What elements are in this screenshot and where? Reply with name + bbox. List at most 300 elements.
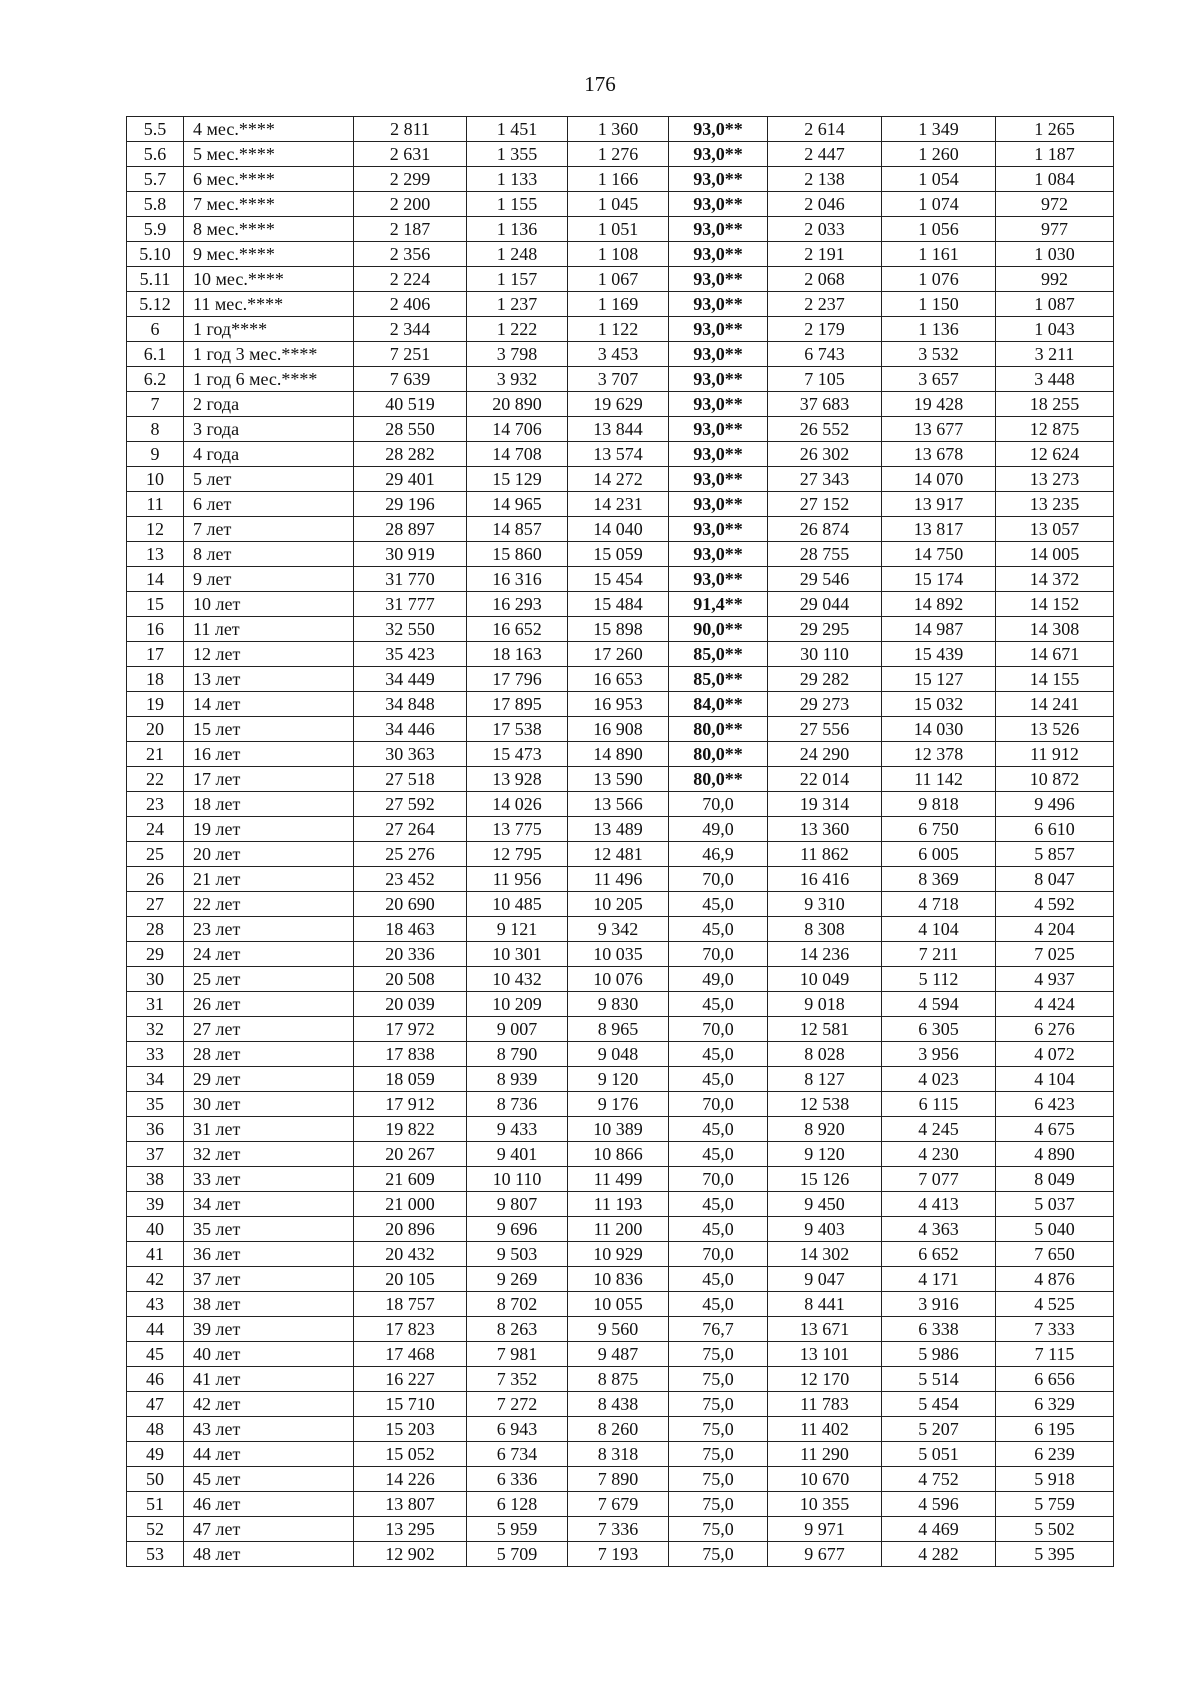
total-vaccinated-cell: 9 120	[768, 1142, 882, 1167]
male-vaccinated-cell: 4 752	[882, 1467, 996, 1492]
row-number-cell: 5.11	[127, 267, 184, 292]
age-group-cell: 21 лет	[184, 867, 354, 892]
male-population-cell: 8 736	[467, 1092, 568, 1117]
coverage-rate-cell: 70,0	[669, 1242, 768, 1267]
age-group-cell: 30 лет	[184, 1092, 354, 1117]
total-vaccinated-cell: 2 046	[768, 192, 882, 217]
row-number-cell: 41	[127, 1242, 184, 1267]
coverage-rate-cell: 85,0**	[669, 642, 768, 667]
male-vaccinated-cell: 6 338	[882, 1317, 996, 1342]
male-population-cell: 8 939	[467, 1067, 568, 1092]
age-group-cell: 9 лет	[184, 567, 354, 592]
coverage-rate-cell: 70,0	[669, 867, 768, 892]
table-row	[127, 192, 1114, 217]
coverage-rate-cell: 75,0	[669, 1517, 768, 1542]
male-population-cell: 1 222	[467, 317, 568, 342]
total-population-cell: 14 226	[354, 1467, 467, 1492]
total-population-cell: 2 356	[354, 242, 467, 267]
table-row	[127, 767, 1114, 792]
age-group-cell: 46 лет	[184, 1492, 354, 1517]
female-vaccinated-cell: 5 037	[996, 1192, 1114, 1217]
female-vaccinated-cell: 12 624	[996, 442, 1114, 467]
male-vaccinated-cell: 5 986	[882, 1342, 996, 1367]
female-population-cell: 13 590	[568, 767, 669, 792]
total-vaccinated-cell: 11 783	[768, 1392, 882, 1417]
female-population-cell: 10 866	[568, 1142, 669, 1167]
total-population-cell: 40 519	[354, 392, 467, 417]
male-population-cell: 9 433	[467, 1117, 568, 1142]
total-vaccinated-cell: 14 236	[768, 942, 882, 967]
male-population-cell: 15 860	[467, 542, 568, 567]
row-number-cell: 45	[127, 1342, 184, 1367]
female-population-cell: 10 929	[568, 1242, 669, 1267]
table-row	[127, 1042, 1114, 1067]
female-population-cell: 1 122	[568, 317, 669, 342]
coverage-rate-cell: 70,0	[669, 792, 768, 817]
total-population-cell: 2 406	[354, 292, 467, 317]
coverage-rate-cell: 70,0	[669, 1017, 768, 1042]
coverage-rate-cell: 84,0**	[669, 692, 768, 717]
coverage-rate-cell: 46,9	[669, 842, 768, 867]
row-number-cell: 48	[127, 1417, 184, 1442]
total-population-cell: 12 902	[354, 1542, 467, 1567]
male-vaccinated-cell: 3 657	[882, 367, 996, 392]
total-population-cell: 19 822	[354, 1117, 467, 1142]
table-row	[127, 917, 1114, 942]
total-vaccinated-cell: 11 402	[768, 1417, 882, 1442]
age-group-cell: 8 мес.****	[184, 217, 354, 242]
female-vaccinated-cell: 4 890	[996, 1142, 1114, 1167]
table-body	[127, 117, 1114, 1567]
row-number-cell: 34	[127, 1067, 184, 1092]
coverage-rate-cell: 70,0	[669, 942, 768, 967]
row-number-cell: 43	[127, 1292, 184, 1317]
total-population-cell: 21 609	[354, 1167, 467, 1192]
female-vaccinated-cell: 14 671	[996, 642, 1114, 667]
male-vaccinated-cell: 15 174	[882, 567, 996, 592]
table-row	[127, 717, 1114, 742]
male-vaccinated-cell: 14 030	[882, 717, 996, 742]
coverage-rate-cell: 80,0**	[669, 717, 768, 742]
male-population-cell: 5 959	[467, 1517, 568, 1542]
coverage-rate-cell: 85,0**	[669, 667, 768, 692]
male-population-cell: 6 128	[467, 1492, 568, 1517]
male-vaccinated-cell: 6 750	[882, 817, 996, 842]
age-group-cell: 8 лет	[184, 542, 354, 567]
table-row	[127, 942, 1114, 967]
total-population-cell: 13 807	[354, 1492, 467, 1517]
male-population-cell: 18 163	[467, 642, 568, 667]
total-population-cell: 28 282	[354, 442, 467, 467]
age-group-cell: 43 лет	[184, 1417, 354, 1442]
total-population-cell: 28 897	[354, 517, 467, 542]
coverage-rate-cell: 75,0	[669, 1467, 768, 1492]
male-vaccinated-cell: 4 023	[882, 1067, 996, 1092]
total-vaccinated-cell: 19 314	[768, 792, 882, 817]
total-vaccinated-cell: 7 105	[768, 367, 882, 392]
male-vaccinated-cell: 1 076	[882, 267, 996, 292]
coverage-rate-cell: 93,0**	[669, 567, 768, 592]
total-population-cell: 20 690	[354, 892, 467, 917]
female-vaccinated-cell: 1 187	[996, 142, 1114, 167]
total-vaccinated-cell: 29 546	[768, 567, 882, 592]
male-population-cell: 16 652	[467, 617, 568, 642]
table-row	[127, 142, 1114, 167]
age-group-cell: 15 лет	[184, 717, 354, 742]
coverage-rate-cell: 93,0**	[669, 317, 768, 342]
female-vaccinated-cell: 5 759	[996, 1492, 1114, 1517]
male-vaccinated-cell: 6 652	[882, 1242, 996, 1267]
total-population-cell: 15 710	[354, 1392, 467, 1417]
total-vaccinated-cell: 9 403	[768, 1217, 882, 1242]
coverage-rate-cell: 93,0**	[669, 392, 768, 417]
female-population-cell: 1 276	[568, 142, 669, 167]
age-group-cell: 37 лет	[184, 1267, 354, 1292]
age-group-cell: 47 лет	[184, 1517, 354, 1542]
male-vaccinated-cell: 13 677	[882, 417, 996, 442]
age-group-cell: 10 лет	[184, 592, 354, 617]
total-population-cell: 2 344	[354, 317, 467, 342]
age-group-cell: 36 лет	[184, 1242, 354, 1267]
row-number-cell: 28	[127, 917, 184, 942]
female-population-cell: 9 342	[568, 917, 669, 942]
female-population-cell: 11 193	[568, 1192, 669, 1217]
row-number-cell: 47	[127, 1392, 184, 1417]
table-row	[127, 1217, 1114, 1242]
female-population-cell: 7 890	[568, 1467, 669, 1492]
male-population-cell: 7 981	[467, 1342, 568, 1367]
female-population-cell: 19 629	[568, 392, 669, 417]
male-population-cell: 12 795	[467, 842, 568, 867]
age-group-cell: 7 лет	[184, 517, 354, 542]
row-number-cell: 32	[127, 1017, 184, 1042]
total-vaccinated-cell: 10 355	[768, 1492, 882, 1517]
male-population-cell: 7 272	[467, 1392, 568, 1417]
table-row	[127, 567, 1114, 592]
row-number-cell: 44	[127, 1317, 184, 1342]
female-population-cell: 8 965	[568, 1017, 669, 1042]
total-population-cell: 34 848	[354, 692, 467, 717]
male-vaccinated-cell: 5 454	[882, 1392, 996, 1417]
coverage-rate-cell: 93,0**	[669, 167, 768, 192]
total-population-cell: 17 823	[354, 1317, 467, 1342]
total-vaccinated-cell: 2 237	[768, 292, 882, 317]
age-group-cell: 7 мес.****	[184, 192, 354, 217]
table-row	[127, 1317, 1114, 1342]
male-vaccinated-cell: 14 070	[882, 467, 996, 492]
age-group-cell: 40 лет	[184, 1342, 354, 1367]
total-vaccinated-cell: 13 101	[768, 1342, 882, 1367]
male-population-cell: 1 136	[467, 217, 568, 242]
table-row	[127, 792, 1114, 817]
female-vaccinated-cell: 977	[996, 217, 1114, 242]
female-vaccinated-cell: 11 912	[996, 742, 1114, 767]
male-population-cell: 6 336	[467, 1467, 568, 1492]
male-vaccinated-cell: 14 750	[882, 542, 996, 567]
table-row	[127, 1017, 1114, 1042]
row-number-cell: 11	[127, 492, 184, 517]
female-vaccinated-cell: 5 918	[996, 1467, 1114, 1492]
female-population-cell: 9 487	[568, 1342, 669, 1367]
male-vaccinated-cell: 4 245	[882, 1117, 996, 1142]
row-number-cell: 9	[127, 442, 184, 467]
row-number-cell: 5.8	[127, 192, 184, 217]
coverage-rate-cell: 93,0**	[669, 142, 768, 167]
male-population-cell: 20 890	[467, 392, 568, 417]
total-vaccinated-cell: 13 671	[768, 1317, 882, 1342]
coverage-rate-cell: 75,0	[669, 1367, 768, 1392]
total-vaccinated-cell: 26 874	[768, 517, 882, 542]
female-population-cell: 1 169	[568, 292, 669, 317]
total-vaccinated-cell: 9 677	[768, 1542, 882, 1567]
total-vaccinated-cell: 12 581	[768, 1017, 882, 1042]
female-population-cell: 1 051	[568, 217, 669, 242]
total-population-cell: 27 592	[354, 792, 467, 817]
total-vaccinated-cell: 2 447	[768, 142, 882, 167]
total-population-cell: 20 508	[354, 967, 467, 992]
total-vaccinated-cell: 8 441	[768, 1292, 882, 1317]
female-population-cell: 7 336	[568, 1517, 669, 1542]
total-vaccinated-cell: 12 538	[768, 1092, 882, 1117]
coverage-rate-cell: 93,0**	[669, 542, 768, 567]
coverage-rate-cell: 93,0**	[669, 217, 768, 242]
male-vaccinated-cell: 1 054	[882, 167, 996, 192]
male-population-cell: 6 943	[467, 1417, 568, 1442]
coverage-rate-cell: 80,0**	[669, 742, 768, 767]
total-vaccinated-cell: 2 191	[768, 242, 882, 267]
table-row	[127, 1192, 1114, 1217]
row-number-cell: 12	[127, 517, 184, 542]
male-vaccinated-cell: 19 428	[882, 392, 996, 417]
male-population-cell: 16 293	[467, 592, 568, 617]
female-population-cell: 3 707	[568, 367, 669, 392]
total-population-cell: 2 200	[354, 192, 467, 217]
coverage-rate-cell: 75,0	[669, 1542, 768, 1567]
female-population-cell: 1 067	[568, 267, 669, 292]
male-population-cell: 17 796	[467, 667, 568, 692]
male-vaccinated-cell: 5 207	[882, 1417, 996, 1442]
female-vaccinated-cell: 4 424	[996, 992, 1114, 1017]
age-group-cell: 25 лет	[184, 967, 354, 992]
table-row	[127, 592, 1114, 617]
male-vaccinated-cell: 11 142	[882, 767, 996, 792]
row-number-cell: 20	[127, 717, 184, 742]
total-vaccinated-cell: 8 920	[768, 1117, 882, 1142]
male-population-cell: 10 432	[467, 967, 568, 992]
male-population-cell: 8 790	[467, 1042, 568, 1067]
female-vaccinated-cell: 9 496	[996, 792, 1114, 817]
male-population-cell: 1 155	[467, 192, 568, 217]
row-number-cell: 51	[127, 1492, 184, 1517]
row-number-cell: 29	[127, 942, 184, 967]
age-group-cell: 2 года	[184, 392, 354, 417]
female-vaccinated-cell: 13 235	[996, 492, 1114, 517]
female-population-cell: 16 908	[568, 717, 669, 742]
age-group-cell: 31 лет	[184, 1117, 354, 1142]
male-population-cell: 8 263	[467, 1317, 568, 1342]
total-vaccinated-cell: 27 152	[768, 492, 882, 517]
age-group-cell: 12 лет	[184, 642, 354, 667]
age-group-cell: 11 лет	[184, 617, 354, 642]
total-population-cell: 34 446	[354, 717, 467, 742]
age-group-cell: 27 лет	[184, 1017, 354, 1042]
total-vaccinated-cell: 9 450	[768, 1192, 882, 1217]
age-group-cell: 34 лет	[184, 1192, 354, 1217]
total-vaccinated-cell: 6 743	[768, 342, 882, 367]
coverage-rate-cell: 49,0	[669, 967, 768, 992]
total-population-cell: 15 203	[354, 1417, 467, 1442]
table-row	[127, 1492, 1114, 1517]
female-population-cell: 1 045	[568, 192, 669, 217]
total-population-cell: 27 518	[354, 767, 467, 792]
female-vaccinated-cell: 13 526	[996, 717, 1114, 742]
male-population-cell: 17 895	[467, 692, 568, 717]
male-vaccinated-cell: 13 678	[882, 442, 996, 467]
coverage-rate-cell: 75,0	[669, 1342, 768, 1367]
total-population-cell: 30 363	[354, 742, 467, 767]
table-row	[127, 492, 1114, 517]
total-population-cell: 2 224	[354, 267, 467, 292]
female-vaccinated-cell: 5 502	[996, 1517, 1114, 1542]
coverage-rate-cell: 75,0	[669, 1492, 768, 1517]
coverage-rate-cell: 45,0	[669, 1042, 768, 1067]
female-population-cell: 1 108	[568, 242, 669, 267]
total-population-cell: 29 196	[354, 492, 467, 517]
table-row	[127, 867, 1114, 892]
female-population-cell: 14 040	[568, 517, 669, 542]
table-row	[127, 1467, 1114, 1492]
age-group-cell: 19 лет	[184, 817, 354, 842]
female-vaccinated-cell: 7 025	[996, 942, 1114, 967]
female-vaccinated-cell: 5 857	[996, 842, 1114, 867]
female-vaccinated-cell: 6 239	[996, 1442, 1114, 1467]
total-vaccinated-cell: 37 683	[768, 392, 882, 417]
age-group-cell: 1 год 3 мес.****	[184, 342, 354, 367]
coverage-rate-cell: 45,0	[669, 1217, 768, 1242]
female-vaccinated-cell: 4 525	[996, 1292, 1114, 1317]
table-row	[127, 692, 1114, 717]
coverage-rate-cell: 93,0**	[669, 242, 768, 267]
row-number-cell: 46	[127, 1367, 184, 1392]
male-population-cell: 9 269	[467, 1267, 568, 1292]
male-vaccinated-cell: 1 150	[882, 292, 996, 317]
total-population-cell: 7 639	[354, 367, 467, 392]
age-group-cell: 5 мес.****	[184, 142, 354, 167]
row-number-cell: 17	[127, 642, 184, 667]
age-group-cell: 16 лет	[184, 742, 354, 767]
table-row	[127, 642, 1114, 667]
male-population-cell: 1 237	[467, 292, 568, 317]
coverage-rate-cell: 93,0**	[669, 492, 768, 517]
male-vaccinated-cell: 1 056	[882, 217, 996, 242]
female-vaccinated-cell: 13 273	[996, 467, 1114, 492]
age-group-cell: 9 мес.****	[184, 242, 354, 267]
male-population-cell: 9 807	[467, 1192, 568, 1217]
total-vaccinated-cell: 2 068	[768, 267, 882, 292]
age-group-cell: 35 лет	[184, 1217, 354, 1242]
male-vaccinated-cell: 6 005	[882, 842, 996, 867]
female-population-cell: 14 890	[568, 742, 669, 767]
coverage-rate-cell: 93,0**	[669, 292, 768, 317]
male-population-cell: 13 775	[467, 817, 568, 842]
male-population-cell: 9 007	[467, 1017, 568, 1042]
total-population-cell: 35 423	[354, 642, 467, 667]
total-population-cell: 13 295	[354, 1517, 467, 1542]
female-population-cell: 14 272	[568, 467, 669, 492]
female-vaccinated-cell: 992	[996, 267, 1114, 292]
row-number-cell: 30	[127, 967, 184, 992]
female-vaccinated-cell: 6 423	[996, 1092, 1114, 1117]
coverage-rate-cell: 93,0**	[669, 192, 768, 217]
coverage-rate-cell: 93,0**	[669, 417, 768, 442]
table-row	[127, 1067, 1114, 1092]
female-vaccinated-cell: 4 072	[996, 1042, 1114, 1067]
female-vaccinated-cell: 4 204	[996, 917, 1114, 942]
age-group-cell: 32 лет	[184, 1142, 354, 1167]
age-group-cell: 1 год****	[184, 317, 354, 342]
male-population-cell: 1 133	[467, 167, 568, 192]
female-population-cell: 16 953	[568, 692, 669, 717]
total-population-cell: 21 000	[354, 1192, 467, 1217]
male-vaccinated-cell: 7 211	[882, 942, 996, 967]
table-row	[127, 1517, 1114, 1542]
table-row	[127, 1267, 1114, 1292]
total-vaccinated-cell: 11 290	[768, 1442, 882, 1467]
female-population-cell: 8 875	[568, 1367, 669, 1392]
total-population-cell: 2 811	[354, 117, 467, 142]
female-population-cell: 12 481	[568, 842, 669, 867]
total-vaccinated-cell: 13 360	[768, 817, 882, 842]
female-vaccinated-cell: 6 610	[996, 817, 1114, 842]
total-vaccinated-cell: 27 556	[768, 717, 882, 742]
age-group-cell: 22 лет	[184, 892, 354, 917]
male-vaccinated-cell: 13 917	[882, 492, 996, 517]
total-population-cell: 20 267	[354, 1142, 467, 1167]
male-population-cell: 10 301	[467, 942, 568, 967]
female-vaccinated-cell: 14 241	[996, 692, 1114, 717]
female-vaccinated-cell: 4 937	[996, 967, 1114, 992]
female-vaccinated-cell: 1 030	[996, 242, 1114, 267]
table-row	[127, 117, 1114, 142]
total-population-cell: 20 105	[354, 1267, 467, 1292]
total-population-cell: 18 757	[354, 1292, 467, 1317]
table-row	[127, 392, 1114, 417]
coverage-rate-cell: 93,0**	[669, 342, 768, 367]
male-population-cell: 11 956	[467, 867, 568, 892]
total-vaccinated-cell: 30 110	[768, 642, 882, 667]
male-vaccinated-cell: 6 305	[882, 1017, 996, 1042]
row-number-cell: 31	[127, 992, 184, 1017]
row-number-cell: 5.12	[127, 292, 184, 317]
female-vaccinated-cell: 1 265	[996, 117, 1114, 142]
age-group-cell: 4 мес.****	[184, 117, 354, 142]
table-row	[127, 1392, 1114, 1417]
age-group-cell: 13 лет	[184, 667, 354, 692]
coverage-rate-cell: 75,0	[669, 1442, 768, 1467]
male-population-cell: 14 965	[467, 492, 568, 517]
table-row	[127, 542, 1114, 567]
age-group-cell: 45 лет	[184, 1467, 354, 1492]
total-vaccinated-cell: 29 282	[768, 667, 882, 692]
age-group-cell: 11 мес.****	[184, 292, 354, 317]
table-row	[127, 842, 1114, 867]
male-vaccinated-cell: 1 136	[882, 317, 996, 342]
male-vaccinated-cell: 14 987	[882, 617, 996, 642]
female-population-cell: 14 231	[568, 492, 669, 517]
table-row	[127, 517, 1114, 542]
table-row	[127, 992, 1114, 1017]
age-group-cell: 4 года	[184, 442, 354, 467]
